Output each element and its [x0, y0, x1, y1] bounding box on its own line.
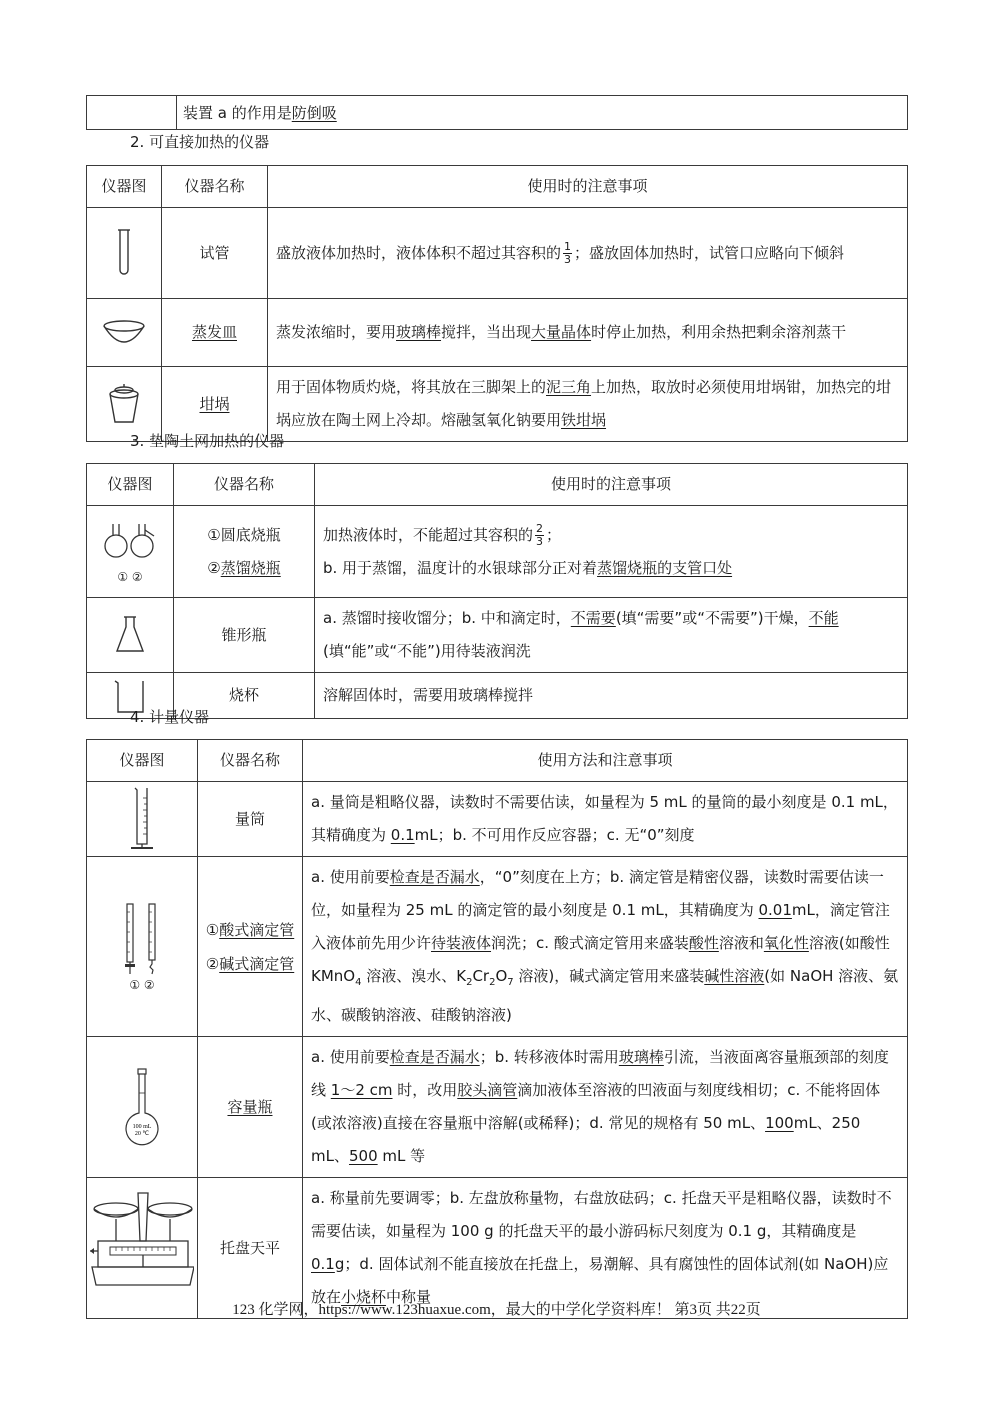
- instrument-name: 酸式滴定管: [219, 920, 295, 939]
- section-2-heading: 2. 可直接加热的仪器: [130, 133, 270, 151]
- fraction: $\frac{2}{3}$: [536, 521, 544, 548]
- table-row: ① ② ①圆底烧瓶 ②蒸馏烧瓶 加热液体时，不能超过其容积的 $\frac{2}{3}$ ； b. 用于蒸馏，温度计的水银球部分正对着蒸馏烧瓶的支管口处: [87, 506, 908, 598]
- usage-notes: a. 使用前要检查是否漏水，“0”刻度在上方；b. 滴定管是精密仪器，读数时需要估读一位，如量程为 25 mL 的滴定管的最小刻度是 0.1 mL，其精确度为 0.01mL，滴定管注入液体前先用少许待装液体润洗；c. 酸式滴定管用来盛装酸性溶液和氧化性溶液(如酸性 KMnO$_4$ 溶液、溴水、$K_2Cr_2O_7$ 溶液)，碱式滴定管用来盛装碱性溶液(如 NaOH 溶液、氨水、碳酸钠溶液、硅酸钠溶液): [303, 857, 908, 1037]
- header-cell: 仪器名称: [174, 464, 315, 506]
- graduated-cylinder-icon: [127, 786, 157, 852]
- instrument-name: 托盘天平: [198, 1178, 303, 1319]
- usage-notes: 加热液体时，不能超过其容积的 $\frac{2}{3}$ ； b. 用于蒸馏，温度计的水银球部分正对着蒸馏烧瓶的支管口处: [315, 506, 908, 598]
- table-row: [87, 598, 908, 673]
- direct-heating-table: [86, 165, 908, 442]
- instrument-name: 烧杯: [174, 673, 315, 719]
- instrument-name: 容量瓶: [227, 1097, 273, 1116]
- section-3-heading: 3. 垫陶土网加热的仪器: [130, 432, 285, 450]
- instrument-name: 锥形瓶: [174, 598, 315, 673]
- usage-notes: a. 使用前要检查是否漏水；b. 转移液体时需用玻璃棒引流，当液面离容量瓶颈部的刻度线 1～2 cm 时，改用胶头滴管滴加液体至溶液的凹液面与刻度线相切；c. 不能将固体(或浓溶液)直接在容量瓶中溶解(或稀释)；d. 常见的规格有 50 mL、100mL、250 mL、500 mL 等: [303, 1037, 908, 1178]
- header-cell: 使用时的注意事项: [315, 464, 908, 506]
- page-footer: 123 化学网，https://www.123huaxue.com，最大的中学化学资料库！ 第3页 共22页: [232, 1302, 761, 1318]
- balance-icon: [90, 1189, 194, 1307]
- header-cell: 仪器名称: [162, 166, 268, 208]
- instrument-name: ①圆底烧瓶: [207, 525, 281, 544]
- table-row: [87, 1037, 908, 1178]
- gauze-heating-table: [86, 463, 908, 719]
- header-cell: 仪器图: [87, 166, 162, 208]
- test-tube-icon: [114, 228, 134, 278]
- table-row: [87, 673, 908, 719]
- burettes-icon: [117, 902, 167, 978]
- instrument-name: 蒸馏烧瓶: [220, 558, 281, 577]
- crucible-icon: [107, 382, 141, 426]
- measuring-instruments-table: [86, 739, 908, 1319]
- table-row: [87, 782, 908, 857]
- usage-notes: 盛放液体加热时，液体体积不超过其容积的 $\frac{1}{3}$ ；盛放固体加热时，试管口应略向下倾斜: [268, 208, 908, 299]
- section-4-heading: 4. 计量仪器: [130, 708, 210, 726]
- conical-flask-icon: [115, 615, 145, 655]
- header-cell: 使用时的注意事项: [268, 166, 908, 208]
- usage-notes: 用于固体物质灼烧，将其放在三脚架上的泥三角上加热，取放时必须使用坩埚钳，加热完的坩埚应放在陶土网上冷却。熔融氢氧化钠要用铁坩埚: [268, 367, 908, 442]
- top-table: 装置 a 的作用是防倒吸: [86, 95, 908, 130]
- instrument-name: 碱式滴定管: [219, 954, 295, 973]
- usage-notes: a. 蒸馏时接收馏分；b. 中和滴定时，不需要(填“需要”或“不需要”)干燥，不能(填“能”或“不能”)用待装液润洗: [315, 598, 908, 673]
- table-row: [87, 299, 908, 367]
- volumetric-flask-icon: [122, 1067, 162, 1147]
- flask-temperature-label: 20 ℃: [134, 1131, 150, 1137]
- header-cell: 仪器图: [87, 464, 174, 506]
- table-row: ① ② ①酸式滴定管 ②碱式滴定管 a. 使用前要检查是否漏水，“0”刻度在上方；b. 滴定管是精密仪器，读数时需要估读一位，如量程为 25 mL 的滴定管的最小刻度是 0.1 mL，其精确度为 0.01mL，滴定管注入液体前先用少许待装液体润洗；c. 酸式滴定管用来盛装酸性溶液和氧化性溶液(如酸性 KMnO$_4$ 溶液、溴水、$K_2Cr_2O_7$ 溶液)，碱式滴定管用来盛装碱性溶液(如 NaOH 溶液、氨水、碳酸钠溶液、硅酸钠溶液): [87, 857, 908, 1037]
- flask-capacity-label: 100 mL: [132, 1124, 152, 1130]
- table-row: [87, 208, 908, 299]
- fraction: $\frac{1}{3}$: [564, 239, 572, 266]
- flasks-icon: [100, 520, 160, 576]
- burette-labels: ① ②: [129, 977, 155, 992]
- usage-notes: a. 量筒是粗略仪器，读数时不需要估读，如量程为 5 mL 的量筒的最小刻度是 0.1 mL，其精确度为 0.1mL；b. 不可用作反应容器；c. 无“0”刻度: [303, 782, 908, 857]
- header-cell: 使用方法和注意事项: [303, 740, 908, 782]
- instrument-name: 蒸发皿: [191, 323, 237, 341]
- instrument-name: 试管: [162, 208, 268, 299]
- usage-notes: a. 称量前先要调零；b. 左盘放称量物，右盘放砝码；c. 托盘天平是粗略仪器，读数时不需要估读，如量程为 100 g 的托盘天平的最小游码标尺刻度为 0.1 g，其精确度是 0.1g；d. 固体试剂不能直接放在托盘上，易潮解、具有腐蚀性的固体试剂(如 NaOH)应放在小烧杯中称量: [303, 1178, 908, 1319]
- usage-notes: 蒸发浓缩时，要用玻璃棒搅拌，当出现大量晶体时停止加热，利用余热把剩余溶剂蒸干: [268, 299, 908, 367]
- flask-labels: ① ②: [117, 569, 143, 584]
- header-cell: 仪器图: [87, 740, 198, 782]
- header-cell: 仪器名称: [198, 740, 303, 782]
- evaporating-dish-icon: [102, 318, 146, 348]
- instrument-name: 量筒: [198, 782, 303, 857]
- instrument-name: 坩埚: [199, 394, 230, 413]
- usage-notes: 溶解固体时，需要用玻璃棒搅拌: [315, 673, 908, 719]
